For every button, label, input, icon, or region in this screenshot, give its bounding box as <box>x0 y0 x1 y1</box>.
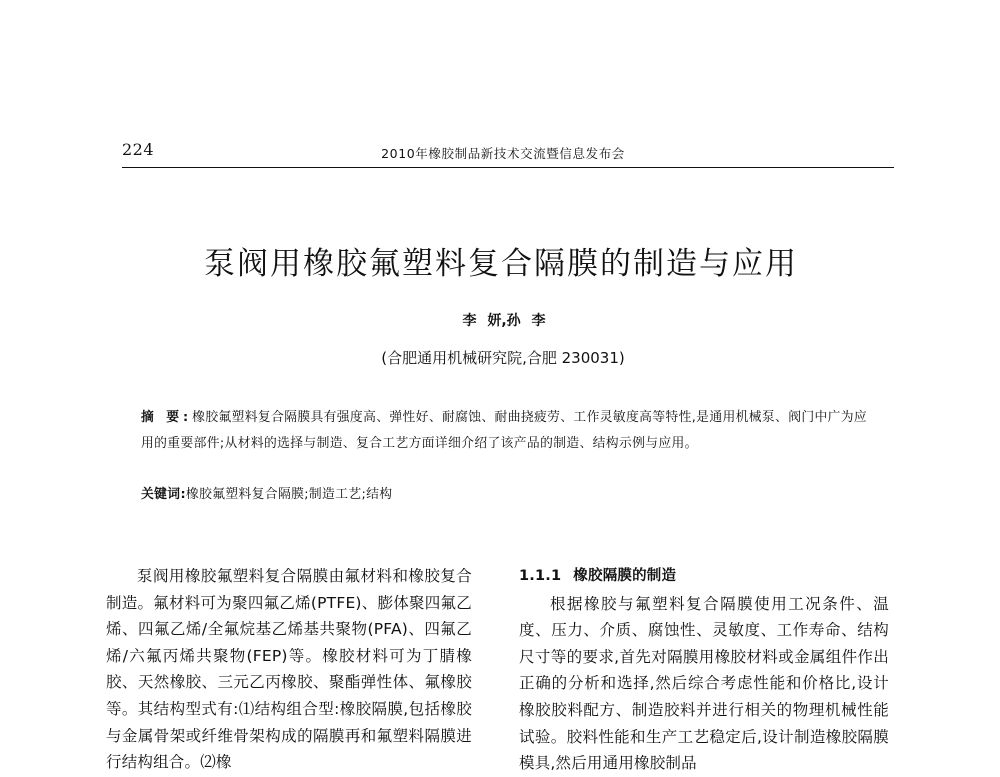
authors: 李 妍,孙 李 <box>462 313 546 329</box>
intro-paragraph: 泵阀用橡胶氟塑料复合隔膜由氟材料和橡胶复合制造。氟材料可为聚四氟乙烯(PTFE)、膨体聚四氟乙烯、四氟乙烯/全氟烷基乙烯基共聚物(PFA)、四氟乙烯/六氟丙烯共聚物(FEP)等。橡胶材料可为丁腈橡胶、天然橡胶、三元乙丙橡胶、聚酯弹性体、氟橡胶等。其结构型式有:⑴结构组合型:橡胶隔膜,包括橡胶与金属骨架或纤维骨架构成的隔膜再和氟塑料隔膜进行结构组合。⑵橡 <box>106 567 472 772</box>
section-heading <box>519 563 889 590</box>
affiliation: (合肥通用机械研究院,合肥 230031) <box>381 349 625 367</box>
keywords-text: 橡胶氟塑料复合隔膜;制造工艺;结构 <box>185 487 393 502</box>
header-rule <box>122 167 894 168</box>
abstract <box>141 405 875 457</box>
body-column-right <box>519 563 889 777</box>
section-paragraph: 根据橡胶与氟塑料复合隔膜使用工况条件、温度、压力、介质、腐蚀性、灵敏度、工作寿命、结构尺寸等的要求,首先对隔膜用橡胶材料或金属组件作出正确的分析和选择,然后综合考虑性能和价格比,设计橡胶胶料配方、制造胶料并进行相关的物理机械性能试验。胶料性能和生产工艺稳定后,设计制造橡胶隔膜模具,然后用通用橡胶制品 <box>519 594 889 773</box>
running-header: 2010年橡胶制品新技术交流暨信息发布会 <box>381 146 625 161</box>
article-title: 泵阀用橡胶氟塑料复合隔膜的制造与应用 <box>204 246 798 282</box>
abstract-label: 摘 要: <box>141 410 193 425</box>
keywords-label: 关键词: <box>141 487 186 502</box>
keywords <box>141 482 875 508</box>
section-number: 1.1.1 <box>519 568 562 584</box>
section-title: 橡胶隔膜的制造 <box>573 568 677 584</box>
body-column-left <box>106 563 472 776</box>
abstract-text: 橡胶氟塑料复合隔膜具有强度高、弹性好、耐腐蚀、耐曲挠疲劳、工作灵敏度高等特性,是通用机械泵、阀门中广为应用的重要部件;从材料的选择与制造、复合工艺方面详细介绍了该产品的制造、结构示例与应用。 <box>141 410 868 451</box>
page-number: 224 <box>122 140 155 159</box>
